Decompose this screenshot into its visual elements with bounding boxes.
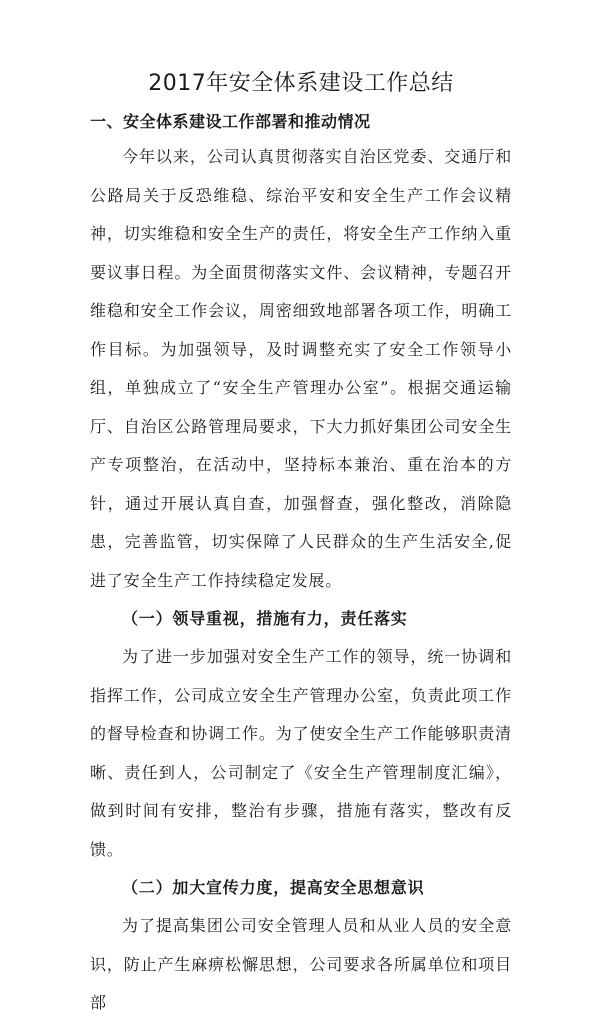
paragraph-intro: 今年以来，公司认真贯彻落实自治区党委、交通厅和公路局关于反恐维稳、综治平安和安全生产工作会议精神，切实维稳和安全生产的责任，将安全生产工作纳入重要议事日程。为全面贯彻落实文件、会议精神，专题召开维稳和安全工作会议，周密细致地部署各项工作，明确工作目标。为加强领导，及时调整充实了安全工作领导小组，单独成立了“安全生产管理办公室”。根据交通运输厅、自治区公路管理局要求，下大力抓好集团公司安全生产专项整治，在活动中，坚持标本兼治、重在治本的方针，通过开展认真自查，加强督查，强化整改，消除隐患，完善监管，切实保障了人民群众的生产生活安全,促进了安全生产工作持续稳定发展。 <box>90 147 512 590</box>
section-heading: 一、安全体系建设工作部署和推动情况 <box>90 112 371 131</box>
paragraph-leadership: 为了进一步加强对安全生产工作的领导，统一协调和指挥工作，公司成立安全生产管理办公室，负责此项工作的督导检查和协调工作。为了使安全生产工作能够职责清晰、责任到人，公司制定了《安全生产管理制度汇编》，做到时间有安排，整治有步骤，措施有落实，整改有反馈。 <box>90 647 512 859</box>
subheading-leadership: （一）领导重视，措施有力，责任落实 <box>122 609 408 628</box>
paragraph-publicity: 为了提高集团公司安全管理人员和从业人员的安全意识，防止产生麻痹松懈思想，公司要求各所属单位和项目部 <box>90 916 512 1012</box>
subheading-publicity: （二）加大宣传力度，提高安全思想意识 <box>122 878 425 897</box>
document-title: 2017年安全体系建设工作总结 <box>148 71 454 96</box>
